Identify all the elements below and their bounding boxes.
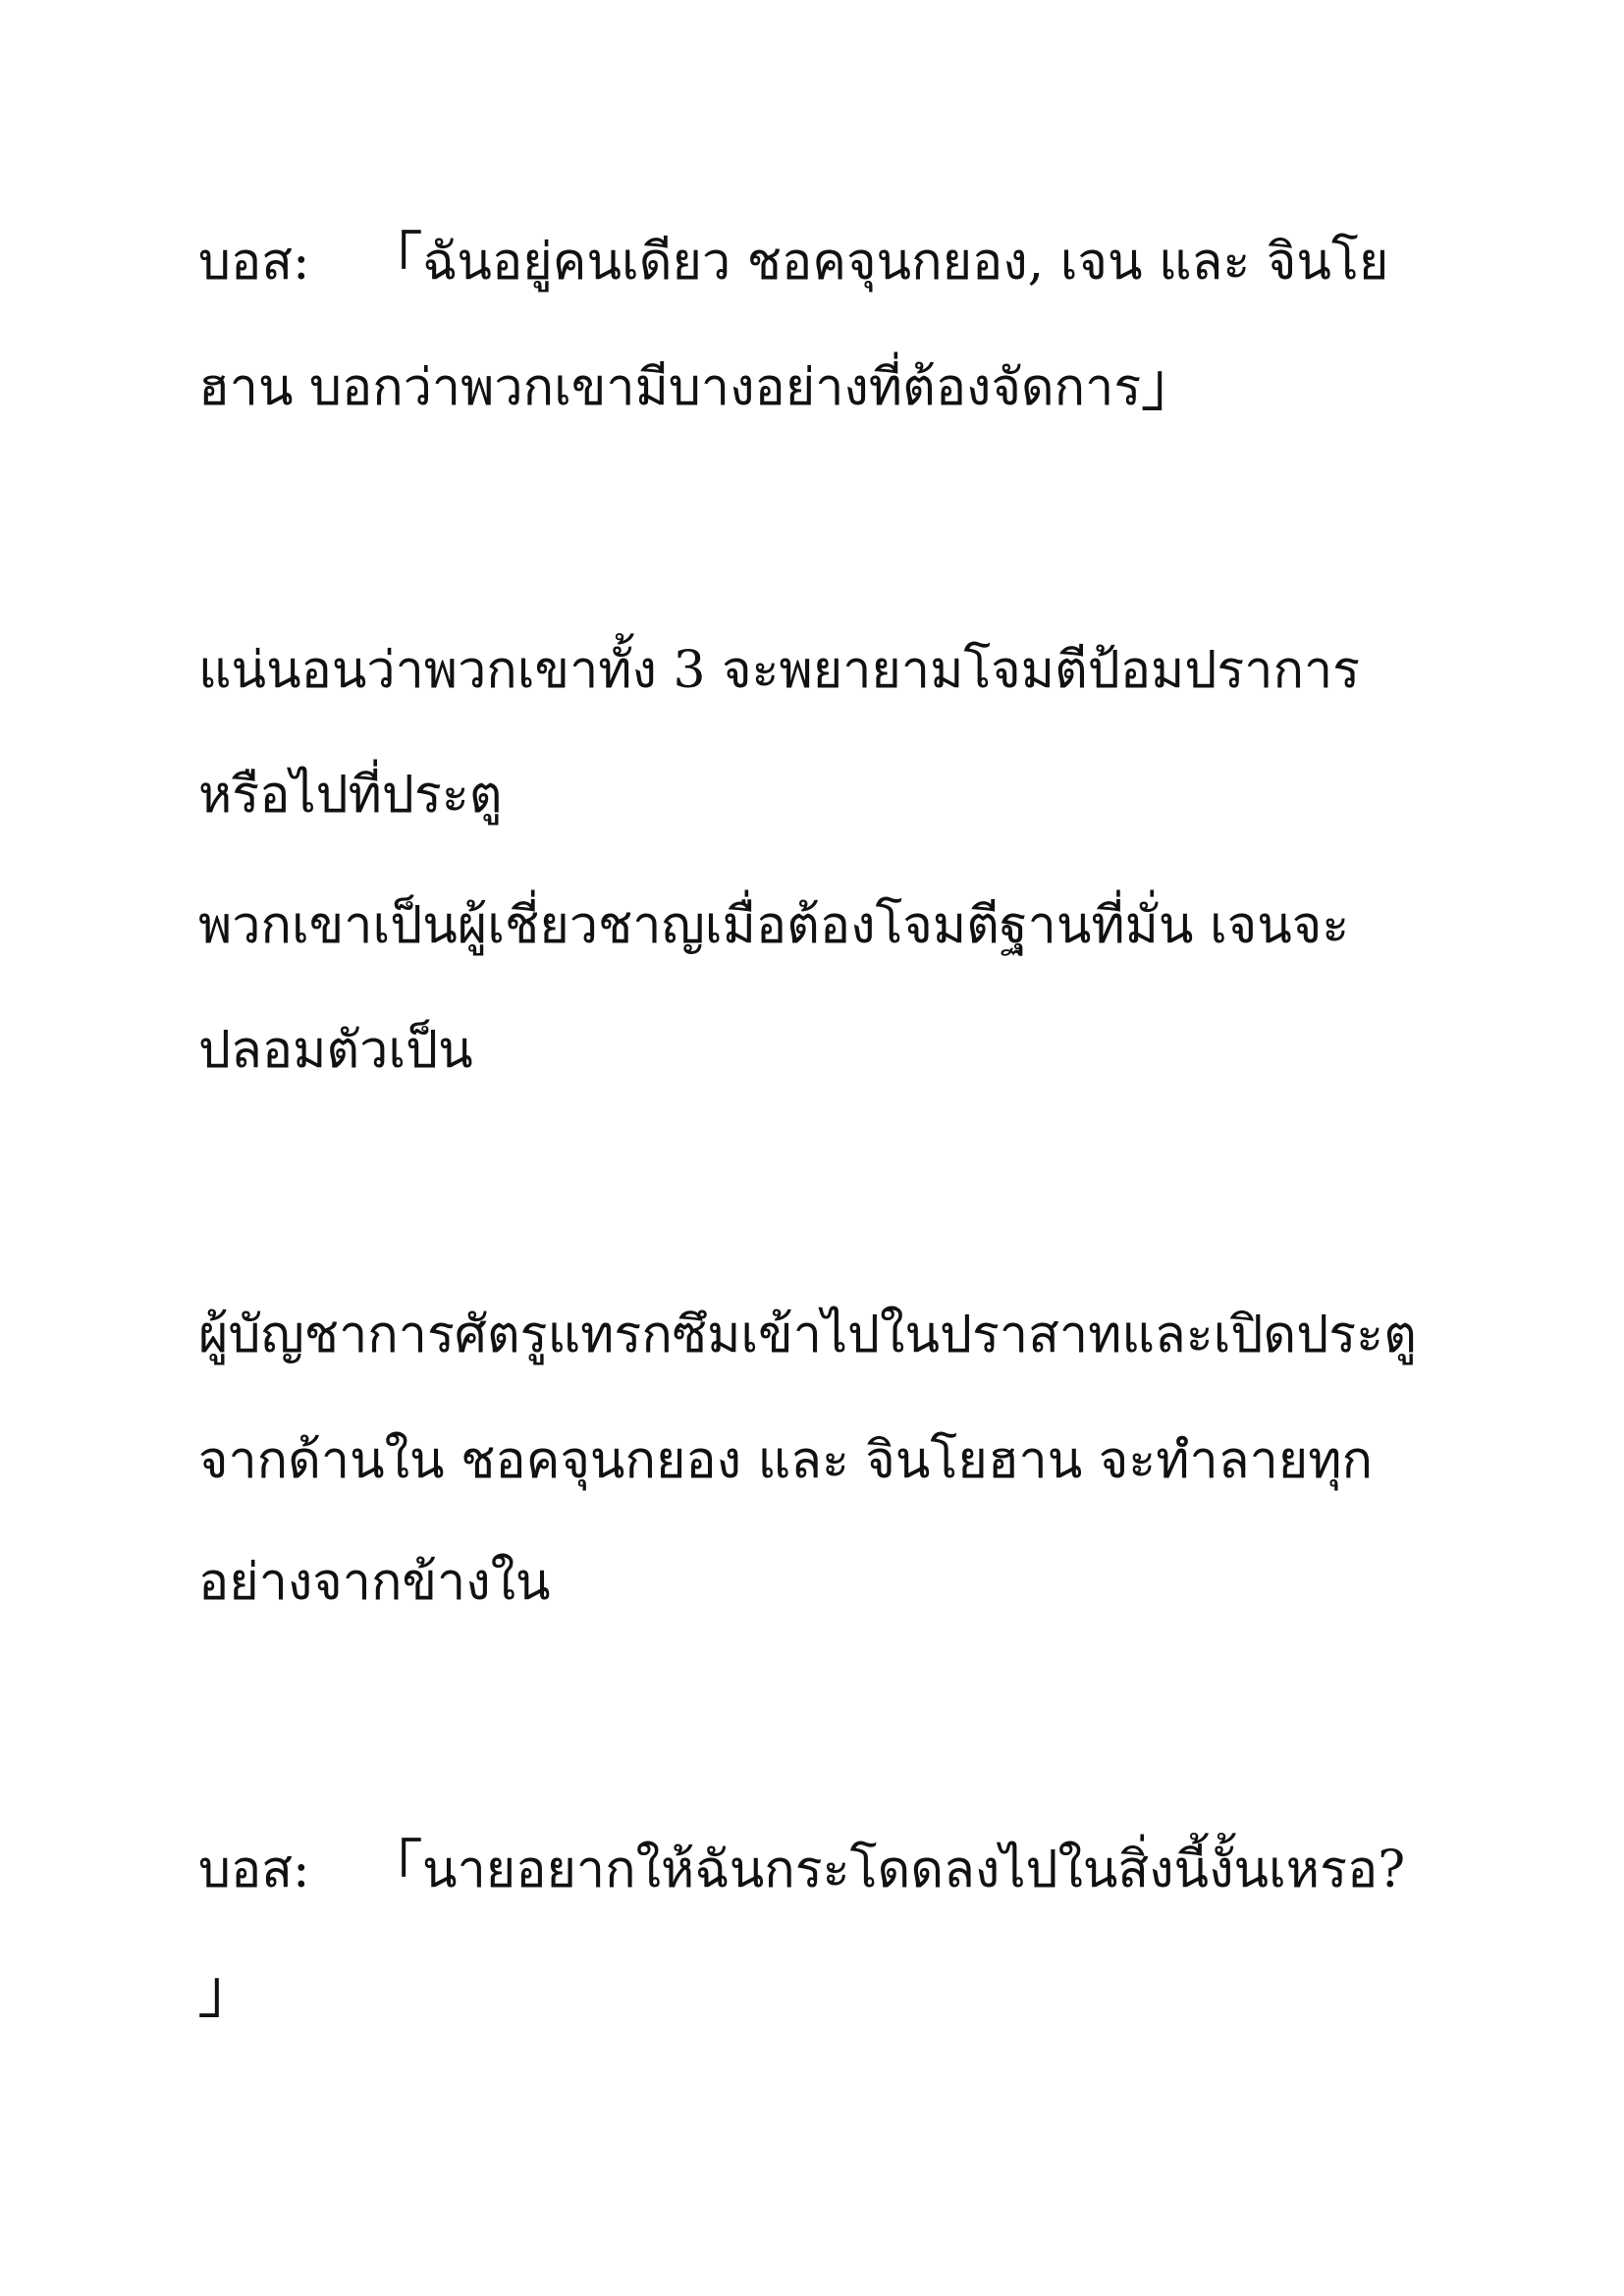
paragraph-2-line-2: ปลอมตัวเป็น — [198, 1021, 473, 1080]
open-quote-bracket: 「 — [365, 226, 423, 293]
paragraph-1-line-2: หรือไปที่ประตู — [198, 766, 503, 825]
dialogue-text: ฉันอยู่คนเดียว ชอคจุนกยอง, เจน และ จินโย — [422, 233, 1389, 292]
dialogue-2-line-1 — [198, 1834, 1406, 1901]
dialogue-1-line-1 — [198, 226, 1389, 294]
speaker-label: บอส: — [198, 1841, 310, 1899]
paragraph-3-line-3: อย่างจากข้างใน — [198, 1553, 551, 1612]
close-quote-bracket: 」 — [198, 1958, 256, 2025]
speaker-label: บอส: — [198, 233, 310, 292]
close-quote-bracket: 」 — [1141, 351, 1199, 418]
dialogue-1-line-2 — [198, 351, 1199, 419]
open-quote-bracket: 「 — [365, 1834, 423, 1900]
dialogue-2-line-2 — [198, 1958, 256, 2026]
paragraph-3-line-1: ผู้บัญชาการศัตรูแทรกซึมเข้าไปในปราสาทและเปิดประตู — [198, 1306, 1417, 1364]
paragraph-3-line-2: จากด้านใน ชอคจุนกยอง และ จินโยฮาน จะทำลายทุก — [198, 1431, 1373, 1490]
dialogue-text: นายอยากให้ฉันกระโดดลงไปในสิ่งนี้งั้นเหรอ? — [422, 1841, 1406, 1899]
paragraph-1-line-1: แน่นอนว่าพวกเขาทั้ง 3 จะพยายามโจมตีป้อมปราการ — [198, 641, 1361, 700]
dialogue-text: ฮาน บอกว่าพวกเขามีบางอย่างที่ต้องจัดการ — [198, 358, 1142, 417]
paragraph-2-line-1: พวกเขาเป็นผู้เชี่ยวชาญเมื่อต้องโจมตีฐานที่มั่น เจนจะ — [198, 896, 1350, 955]
